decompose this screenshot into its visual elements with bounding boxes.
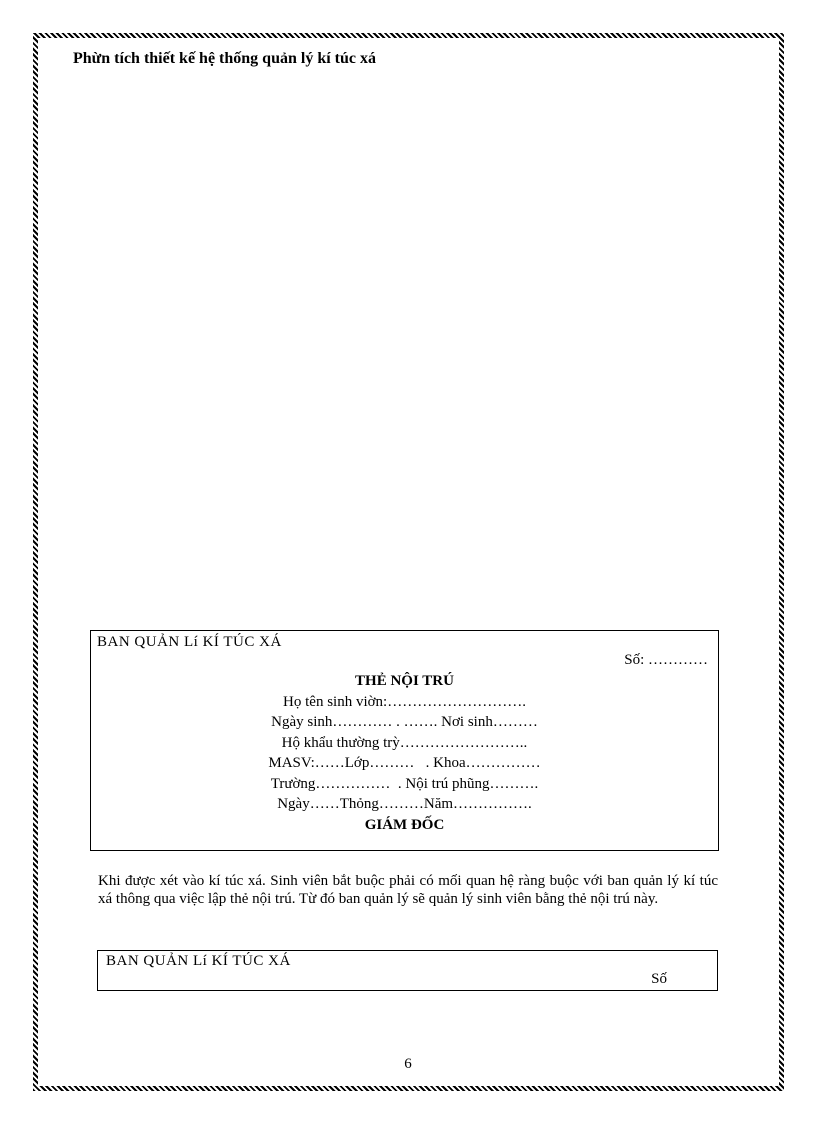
boarding-card-form (90, 630, 719, 851)
card-number-label: Số: ………… (624, 652, 708, 668)
card-line-residence: Hộ khẩu thường trỳ…………………….. (281, 734, 528, 751)
page-border (33, 33, 784, 1091)
card-line-birth: Ngày sinh………… . ……. Nơi sinh……… (271, 714, 538, 730)
boarding-card-partial (97, 950, 718, 991)
description-paragraph: Khi được xét vào kí túc xá. Sinh viên bắt buộc phải có mối quan hệ ràng buộc với ban quản lý kí túc xá thông qua việc lập thẻ nội trú. Từ đó ban quản lý sẽ quản lý sinh viên bằng thẻ nội trú này. (98, 873, 718, 907)
card-signature: GIÁM ĐỐC (364, 816, 445, 833)
card-line-date: Ngày……Thỏng………Năm……………. (277, 796, 532, 812)
card-body (91, 671, 718, 835)
card-line-name: Họ tên sinh viờn:………………………. (283, 693, 526, 710)
card-line-school: Trường…………… . Nội trú phũng………. (270, 775, 539, 792)
card-organization: BAN QUẢN Lí KÍ TÚC XÁ (97, 634, 282, 650)
page-header-title: Phừn tích thiết kế hệ thống quản lý kí túc xá (73, 50, 376, 67)
page-number: 6 (404, 1056, 412, 1072)
card-number-label: Số (651, 971, 667, 987)
card-line-student-id: MASV:……Lớp……… . Khoa…………… (268, 755, 541, 771)
card-title: THẺ NỘI TRÚ (355, 673, 454, 689)
card-organization: BAN QUẢN Lí KÍ TÚC XÁ (106, 953, 291, 969)
